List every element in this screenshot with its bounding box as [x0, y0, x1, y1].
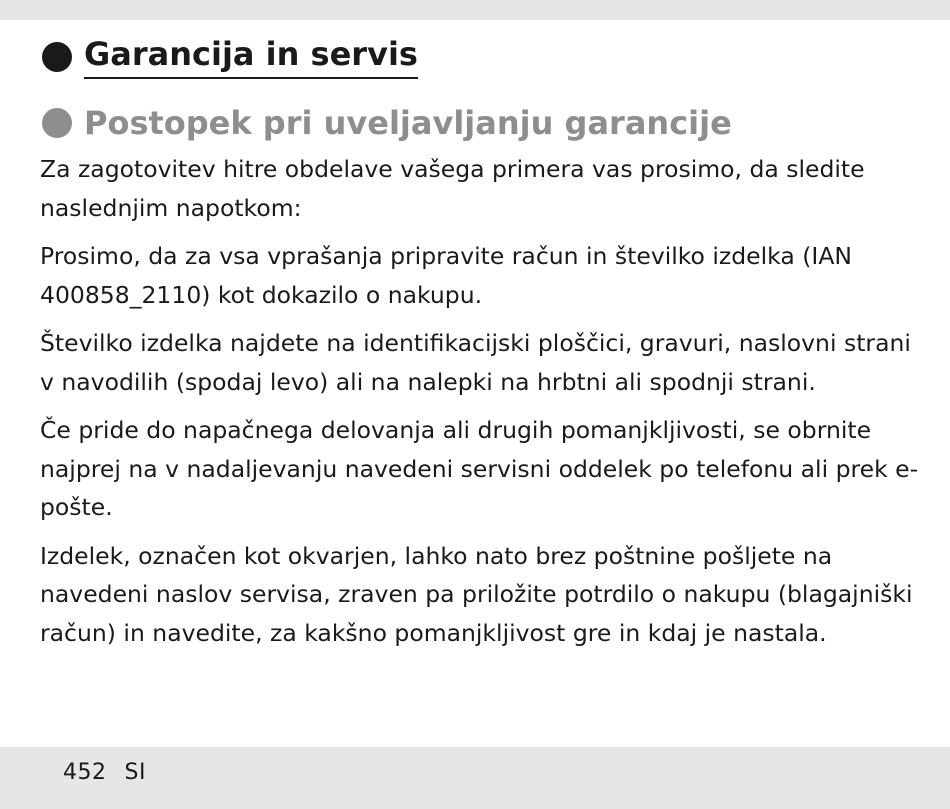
paragraph: Za zagotovitev hitre obdelave vašega primera vas prosimo, da sledite naslednjim napotkom: — [40, 155, 865, 222]
paragraph: Če pride do napačnega delovanja ali drugih pomanjkljivosti, se obrnite najprej na v nadaljevanju navedeni servisni oddelek po telefonu ali prek e-pošte. — [40, 416, 919, 521]
bullet-icon — [42, 108, 72, 138]
top-band — [0, 0, 950, 20]
section-heading — [42, 34, 418, 79]
body-text — [40, 150, 920, 662]
page-footer — [63, 760, 146, 785]
section-title: Garancija in servis — [84, 34, 418, 79]
paragraph: Prosimo, da za vsa vprašanja pripravite račun in številko izdelka (IAN 400858_2110) kot dokazilo o nakupu. — [40, 242, 852, 309]
paragraph: Številko izdelka najdete na identifikacijski ploščici, gravuri, naslovni strani v navodilih (spodaj levo) ali na nalepki na hrbtni ali spodnji strani. — [40, 329, 911, 396]
bullet-icon — [42, 42, 72, 72]
paragraph: Izdelek, označen kot okvarjen, lahko nato brez poštnine pošljete na navedeni naslov servisa, zraven pa priložite potrdilo o nakupu (blagajniški račun) in navedite, za kakšno pomanjkljivost gre in kdaj je nastala. — [40, 541, 913, 647]
subsection-heading — [42, 103, 732, 143]
page-number: 452 — [63, 760, 107, 785]
subsection-title: Postopek pri uveljavljanju garancije — [84, 104, 732, 142]
language-code: SI — [124, 760, 146, 785]
